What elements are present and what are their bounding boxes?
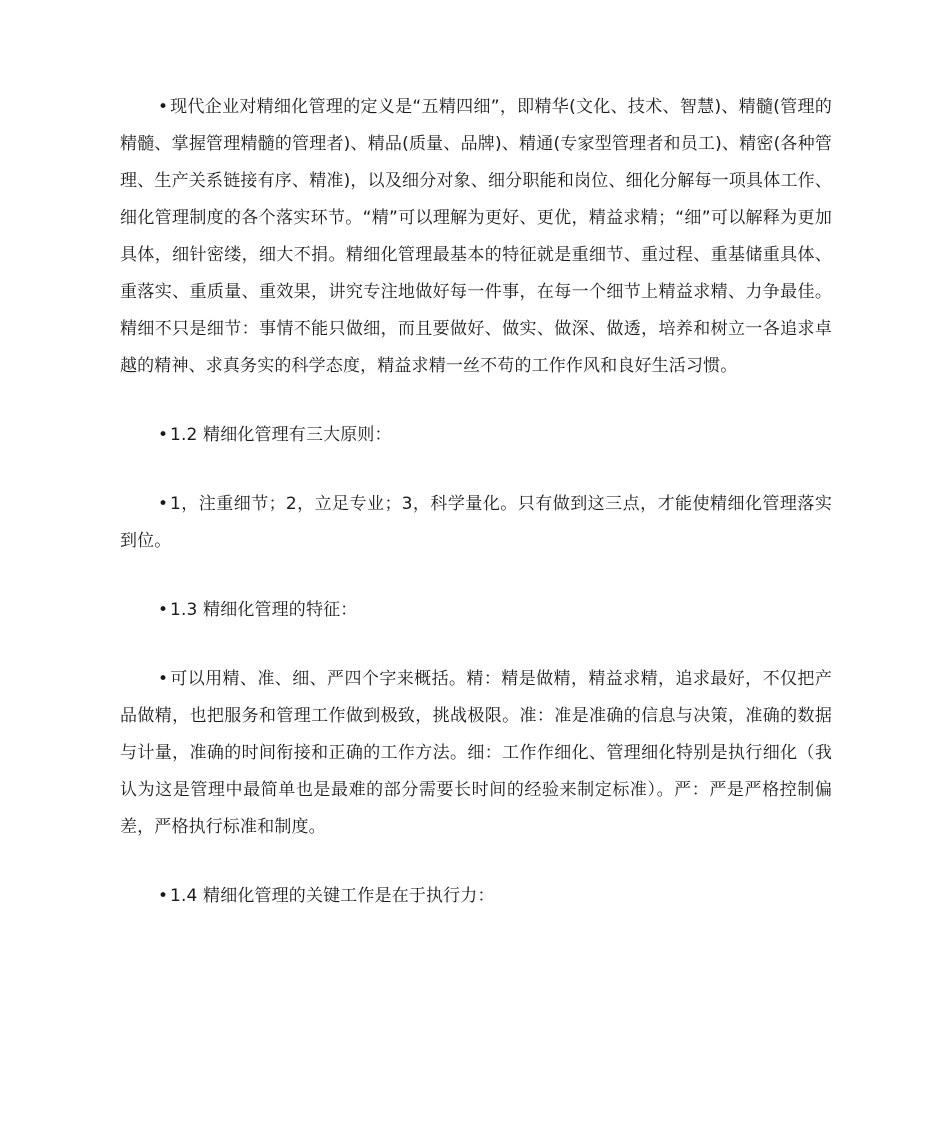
paragraph-text: 1.3 精细化管理的特征： — [170, 600, 358, 620]
bullet-marker: • — [158, 600, 169, 620]
bullet-marker: • — [158, 886, 169, 906]
paragraph-text: 1.2 精细化管理有三大原则： — [170, 425, 392, 445]
bullet-marker: • — [158, 494, 169, 514]
heading-execution — [120, 878, 832, 915]
bullet-marker: • — [158, 425, 169, 445]
paragraph-text: 可以用精、准、细、严四个字来概括。精：精是做精，精益求精，追求最好，不仅把产品做精，也把服务和管理工作做到极致，挑战极限。准：准是准确的信息与决策，准确的数据与计量，准确的时间衔接和正确的工作方法。细：工作作细化、管理细化特别是执行细化（我认为这是管理中最简单也是最难的部分需要长时间的经验来制定标准）。严：严是严格控制偏差，严格执行标准和制度。 — [120, 669, 832, 837]
paragraph-text: 1，注重细节；2，立足专业；3，科学量化。只有做到这三点，才能使精细化管理落实到位。 — [120, 494, 832, 551]
paragraph-text: 1.4 精细化管理的关键工作是在于执行力： — [170, 886, 495, 906]
paragraph-text: 现代企业对精细化管理的定义是“五精四细”，即精华(文化、技术、智慧)、精髓(管理的精髓、掌握管理精髓的管理者)、精品(质量、品牌)、精通(专家型管理者和员工)、精密(各种管理、生产关系链接有序、精准)，以及细分对象、细分职能和岗位、细化分解每一项具体工作、细化管理制度的各个落实环节。“精”可以理解为更好、更优，精益求精；“细”可以解释为更加具体，细针密缕，细大不捐。精细化管理最基本的特征就是重细节、重过程、重基储重具体、重落实、重质量、重效果，讲究专注地做好每一件事，在每一个细节上精益求精、力争最佳。精细不只是细节：事情不能只做细，而且要做好、做实、做深、做透，培养和树立一各追求卓越的精神、求真务实的科学态度，精益求精一丝不苟的工作作风和良好生活习惯。 — [120, 97, 832, 376]
paragraph-principles — [120, 486, 832, 560]
heading-principles — [120, 417, 832, 454]
bullet-marker: • — [158, 97, 169, 117]
bullet-marker: • — [158, 669, 169, 689]
paragraph-definition — [120, 89, 832, 385]
heading-characteristics — [120, 592, 832, 629]
paragraph-characteristics — [120, 661, 832, 846]
document-body — [120, 89, 832, 915]
